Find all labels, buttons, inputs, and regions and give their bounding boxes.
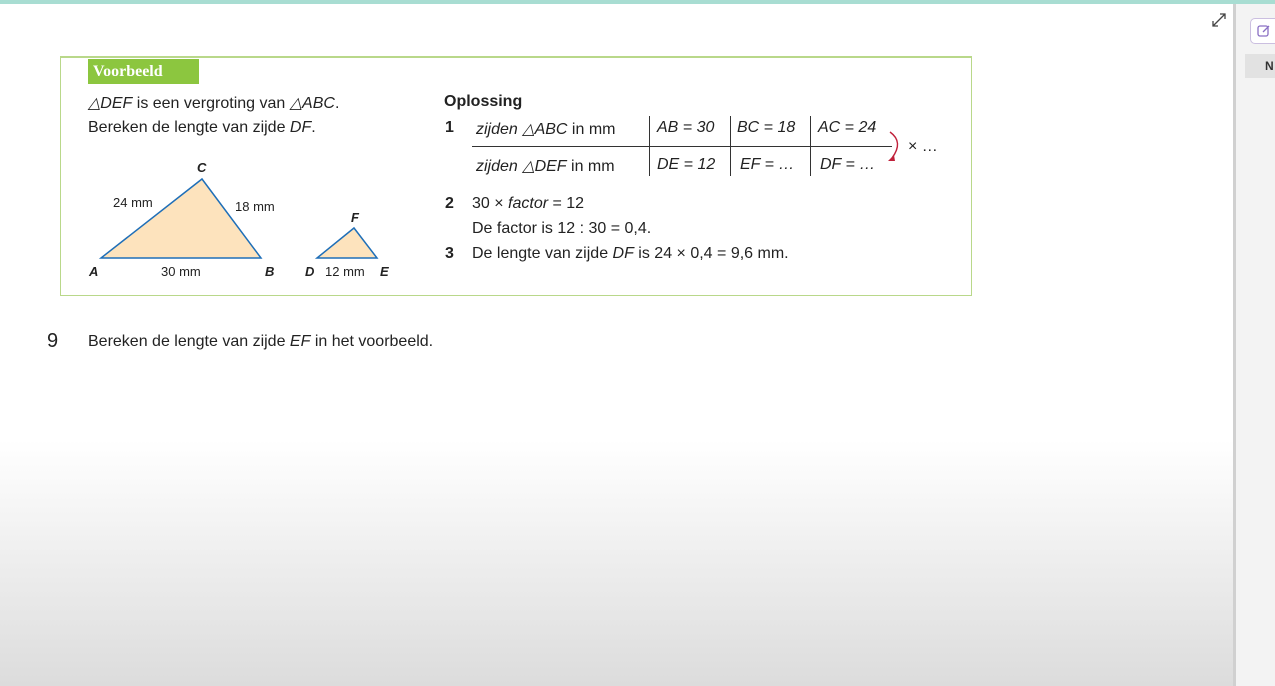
step2-text: 30 × — [472, 195, 509, 212]
row2-cell-de: DE = 12 — [657, 156, 716, 173]
triangle-def-shape — [317, 228, 377, 258]
side-panel — [1236, 4, 1275, 686]
multiplier-label: × … — [908, 138, 938, 155]
question-text — [88, 333, 433, 351]
side-panel-tab[interactable]: N — [1245, 54, 1275, 78]
row2-label-triangle: △DEF — [522, 158, 567, 175]
question-text-end: in het voorbeeld. — [310, 333, 434, 350]
question-side: EF — [289, 333, 311, 350]
question-number: 9 — [47, 330, 59, 352]
curved-arrow-icon — [886, 128, 910, 168]
problem-text: Bereken de lengte van zijde — [88, 119, 290, 136]
vertex-f: F — [351, 210, 359, 225]
step-3-number: 3 — [445, 245, 454, 262]
length-bc: 18 mm — [235, 199, 275, 214]
example-label: Voorbeeld — [88, 59, 199, 84]
punct: . — [334, 95, 340, 112]
table-col-divider — [810, 116, 811, 176]
problem-line-1 — [88, 93, 339, 113]
triangle-abc: △ABC — [289, 95, 335, 112]
side-df: DF — [289, 119, 312, 136]
table-row-divider — [472, 146, 892, 147]
edit-icon — [1257, 24, 1271, 38]
length-ab: 30 mm — [161, 264, 201, 279]
length-de: 12 mm — [325, 264, 365, 279]
row1-label-unit: in mm — [567, 121, 616, 138]
top-accent-bar — [0, 0, 1275, 4]
step-2-line-a — [472, 195, 584, 213]
row2-label-unit: in mm — [566, 158, 615, 175]
row2-cell-ef: EF = … — [740, 156, 795, 173]
solution-heading: Oplossing — [444, 93, 523, 110]
vertex-a: A — [89, 264, 99, 279]
problem-line-2 — [88, 119, 316, 137]
problem-text: is een vergroting van — [132, 95, 290, 112]
step-2-line-b: De factor is 12 : 30 = 0,4. — [472, 220, 652, 237]
row1-label — [476, 119, 615, 139]
edit-button[interactable] — [1250, 18, 1275, 44]
vertex-c: C — [197, 160, 207, 175]
step2-text-end: = 12 — [548, 195, 585, 212]
row1-cell-ac: AC = 24 — [818, 119, 877, 136]
table-col-divider — [649, 116, 650, 176]
step-3-line — [472, 245, 789, 263]
step-1-number: 1 — [445, 119, 454, 136]
row1-cell-bc: BC = 18 — [737, 119, 796, 136]
row1-cell-ab: AB = 30 — [657, 119, 715, 136]
expand-icon[interactable] — [1211, 12, 1227, 33]
example-box — [60, 56, 972, 296]
punct: . — [311, 119, 316, 136]
triangles-figure — [81, 154, 401, 284]
vertex-d: D — [305, 264, 315, 279]
step3-text-end: is 24 × 0,4 = 9,6 mm. — [633, 245, 789, 262]
step3-text: De lengte van zijde — [472, 245, 613, 262]
triangle-abc-shape — [101, 179, 261, 258]
row2-cell-df: DF = … — [820, 156, 876, 173]
step2-factor: factor — [508, 195, 549, 212]
vertex-b: B — [265, 264, 275, 279]
length-ac: 24 mm — [113, 195, 153, 210]
row1-label-word: zijden — [476, 121, 518, 138]
question-text-start: Bereken de lengte van zijde — [88, 333, 290, 350]
step-2-number: 2 — [445, 195, 454, 212]
triangle-def: △DEF — [88, 95, 133, 112]
table-col-divider — [730, 116, 731, 176]
row2-label — [476, 156, 615, 176]
row2-label-word: zijden — [476, 158, 518, 175]
step3-side: DF — [612, 245, 634, 262]
row1-label-triangle: △ABC — [522, 121, 568, 138]
vertex-e: E — [380, 264, 389, 279]
